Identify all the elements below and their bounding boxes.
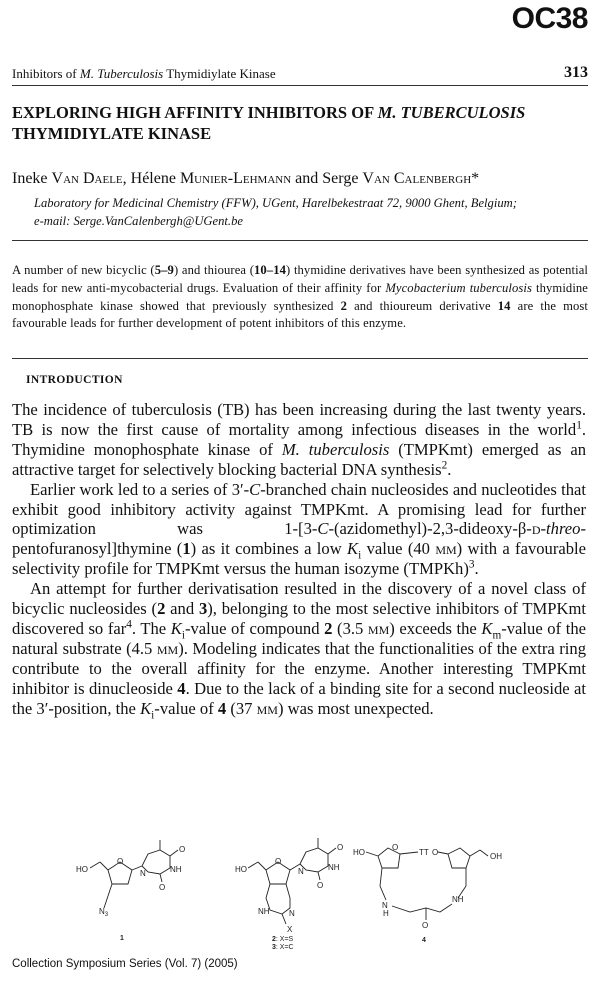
nh-label: NH	[258, 907, 270, 916]
tt-label: TT	[419, 848, 429, 857]
structure-2-3	[235, 838, 343, 950]
nh-label: NH	[452, 895, 464, 904]
author1-family: Van Daele	[51, 170, 123, 187]
paragraph-3	[12, 579, 586, 721]
italic: K	[481, 618, 493, 638]
text: -value of the natural substrate (4.5	[12, 618, 586, 658]
italic: threo	[546, 519, 581, 539]
unit: μm	[256, 698, 278, 718]
text: -value of compound	[184, 618, 325, 638]
text: value (40	[361, 539, 436, 559]
paragraph-2	[12, 480, 586, 580]
structure-4	[353, 843, 502, 944]
compound-ref: 10–14	[254, 263, 286, 277]
text: (37	[226, 698, 257, 718]
subscript: m	[492, 629, 502, 642]
running-header	[12, 58, 588, 86]
author3-family: Van Calenbergh	[362, 170, 472, 187]
abstract-text: are the most favourable leads for further development of potent inhibitors of this enzyme.	[12, 298, 589, 331]
italic: C	[249, 479, 261, 499]
ho-label: HO	[235, 865, 247, 874]
carbonyl-oxygen: O	[179, 845, 186, 854]
x-label: X	[287, 925, 293, 934]
structure-label-3: 3: X=C	[272, 944, 294, 950]
text: (3.5	[332, 618, 368, 638]
abstract-text: A number of new bicyclic (	[12, 263, 155, 277]
compound-ref: 4	[217, 698, 227, 718]
abstract-text: ) thymidine derivatives have been synthesized as potential leads for new anti-mycobacterial drugs. Evaluation of their affinity for	[12, 263, 588, 295]
paper-code: OC38	[511, 2, 588, 35]
ring-oxygen: O	[117, 857, 124, 866]
author2-given: Hélene	[130, 170, 180, 187]
section-heading: INTRODUCTION	[26, 374, 123, 386]
italic: K	[140, 698, 152, 718]
citation[interactable]: 3	[468, 558, 475, 571]
compound-ref: 4	[177, 678, 186, 698]
compound-ref: 14	[497, 298, 511, 313]
text: ) exceeds the	[389, 618, 482, 638]
text: ) as it combines a low	[190, 539, 348, 559]
abstract-text: thymidine monophosphate kinase showed that previously synthesized	[12, 280, 588, 313]
compound-ref: 2	[340, 298, 347, 313]
subscript: i	[151, 708, 155, 721]
nh-label: NH	[170, 865, 182, 874]
azide-label: $N_3$	[99, 907, 109, 918]
subscript: i	[181, 629, 185, 642]
corresponding-mark: *	[471, 170, 480, 187]
running-title-suffix: Thymidiylate Kinase	[163, 66, 276, 81]
structure-label: 4	[422, 937, 426, 944]
n-label: N	[382, 901, 388, 910]
oxygen-label: O	[317, 881, 324, 890]
text: .	[447, 459, 452, 479]
divider	[12, 358, 588, 359]
text: . Due to the lack of a binding site for a second nucleoside at the 3′-position, the	[12, 678, 586, 718]
text: An attempt for further derivatisation resulted in the discovery of a novel class of bicyclic nucleosides (	[12, 579, 586, 619]
oxygen-label: O	[159, 883, 166, 892]
text: ). Modeling indicates that the functionalities of the extra ring contribute to the overall affinity for the enzyme. Another interesting TMPKmt inhibitor is dinucleoside	[12, 638, 586, 698]
structure-1	[76, 840, 185, 942]
compound-ref: 1	[182, 539, 191, 559]
ring-oxygen: O	[392, 843, 399, 852]
ring-oxygen: O	[432, 848, 439, 857]
compound-ref: 2	[324, 618, 333, 638]
small-caps: d	[531, 519, 541, 539]
n-label: N	[289, 909, 295, 918]
footer: Collection Symposium Series (Vol. 7) (2005)	[12, 958, 238, 970]
unit: μm	[156, 638, 179, 658]
paragraph-1	[12, 400, 586, 480]
oh-label: OH	[490, 852, 502, 861]
text: ) was most unexpected.	[277, 698, 434, 718]
text: . The	[131, 618, 171, 638]
text: -branched chain nucleosides and nucleotides that exhibit good inhibitory activity against TMPKmt. A promising lead for further optimization was 1-[3-	[12, 479, 587, 539]
oxygen-label: O	[422, 921, 429, 930]
compound-ref: 3	[198, 599, 208, 619]
unit: μm	[435, 539, 457, 559]
author-sep: ,	[122, 170, 131, 187]
text: and	[165, 599, 199, 619]
running-title	[12, 66, 276, 82]
species-name: M. tuberculosis	[281, 439, 390, 459]
author3-given: Serge	[322, 170, 363, 187]
unit: μm	[367, 618, 390, 638]
carbonyl-oxygen: O	[337, 843, 344, 852]
text: -pentofuranosyl]thymine (	[12, 519, 586, 559]
compound-ref: 2	[157, 599, 166, 619]
citation[interactable]: 2	[441, 459, 448, 472]
text: ), belonging to the most selective inhibitors of TMPKmt discovered so far	[12, 599, 586, 638]
structure-label-2: 2: X=S	[272, 936, 294, 943]
italic: C	[317, 519, 329, 539]
citation[interactable]: 4	[126, 618, 132, 631]
abstract	[12, 262, 588, 333]
text: . Thymidine monophosphate kinase of	[12, 419, 586, 459]
text: Earlier work led to a series of 3′-	[30, 479, 250, 499]
author2-family: Munier-Lehmann	[179, 170, 292, 187]
title-part1: EXPLORING HIGH AFFINITY INHIBITORS OF	[12, 103, 378, 122]
title-species: M. TUBERCULOSIS	[377, 103, 526, 122]
paper-title	[12, 102, 588, 144]
chemical-structures	[60, 830, 540, 950]
text: -(azidomethyl)-2,3-dideoxy-β-	[328, 519, 532, 539]
affiliation-email[interactable]: e-mail: Serge.VanCalenbergh@UGent.be	[34, 214, 243, 228]
ring-oxygen: O	[275, 857, 282, 866]
text: .	[474, 559, 479, 579]
citation[interactable]: 1	[576, 419, 582, 432]
italic: K	[347, 539, 359, 559]
divider	[12, 240, 588, 241]
nh-label: NH	[328, 863, 340, 872]
italic: K	[170, 618, 182, 638]
introduction-body	[12, 400, 586, 719]
h-label: H	[383, 909, 389, 918]
text: The incidence of tuberculosis (TB) has been increasing during the last twenty years. TB is now the first cause of mortality among infectious diseases in the world	[12, 400, 586, 439]
ho-label: HO	[353, 848, 365, 857]
page-number: 313	[564, 64, 588, 81]
running-title-species: M. Tuberculosis	[79, 66, 164, 81]
affiliation-address: Laboratory for Medicinal Chemistry (FFW), UGent, Harelbekestraat 72, 9000 Ghent, Belgium;	[34, 196, 517, 210]
n-label: N	[140, 869, 146, 878]
author-list	[12, 170, 479, 188]
author1-given: Ineke	[12, 170, 52, 187]
abstract-text: and thioureum derivative	[347, 298, 498, 313]
n-label: N	[298, 867, 304, 876]
structure-label: 1	[120, 935, 124, 942]
text: ) with a favourable selectivity profile for TMPKmt versus the human isozyme (TMPKh)	[12, 539, 586, 579]
title-part3: THYMIDIYLATE KINASE	[12, 124, 212, 143]
ho-label: HO	[76, 865, 88, 874]
affiliation	[34, 194, 586, 230]
text: (TMPKmt) emerged as an attractive target for selectively blocking bacterial DNA synthesis	[12, 439, 586, 479]
text: -	[540, 519, 547, 539]
subscript: i	[358, 549, 362, 562]
text: -value of	[154, 698, 218, 718]
compound-ref: 5–9	[154, 263, 174, 277]
author-and: and	[291, 170, 323, 187]
abstract-text: ) and thiourea (	[173, 263, 255, 277]
running-title-prefix: Inhibitors of	[12, 66, 80, 81]
species-name: Mycobacterium tuberculosis	[385, 280, 532, 295]
